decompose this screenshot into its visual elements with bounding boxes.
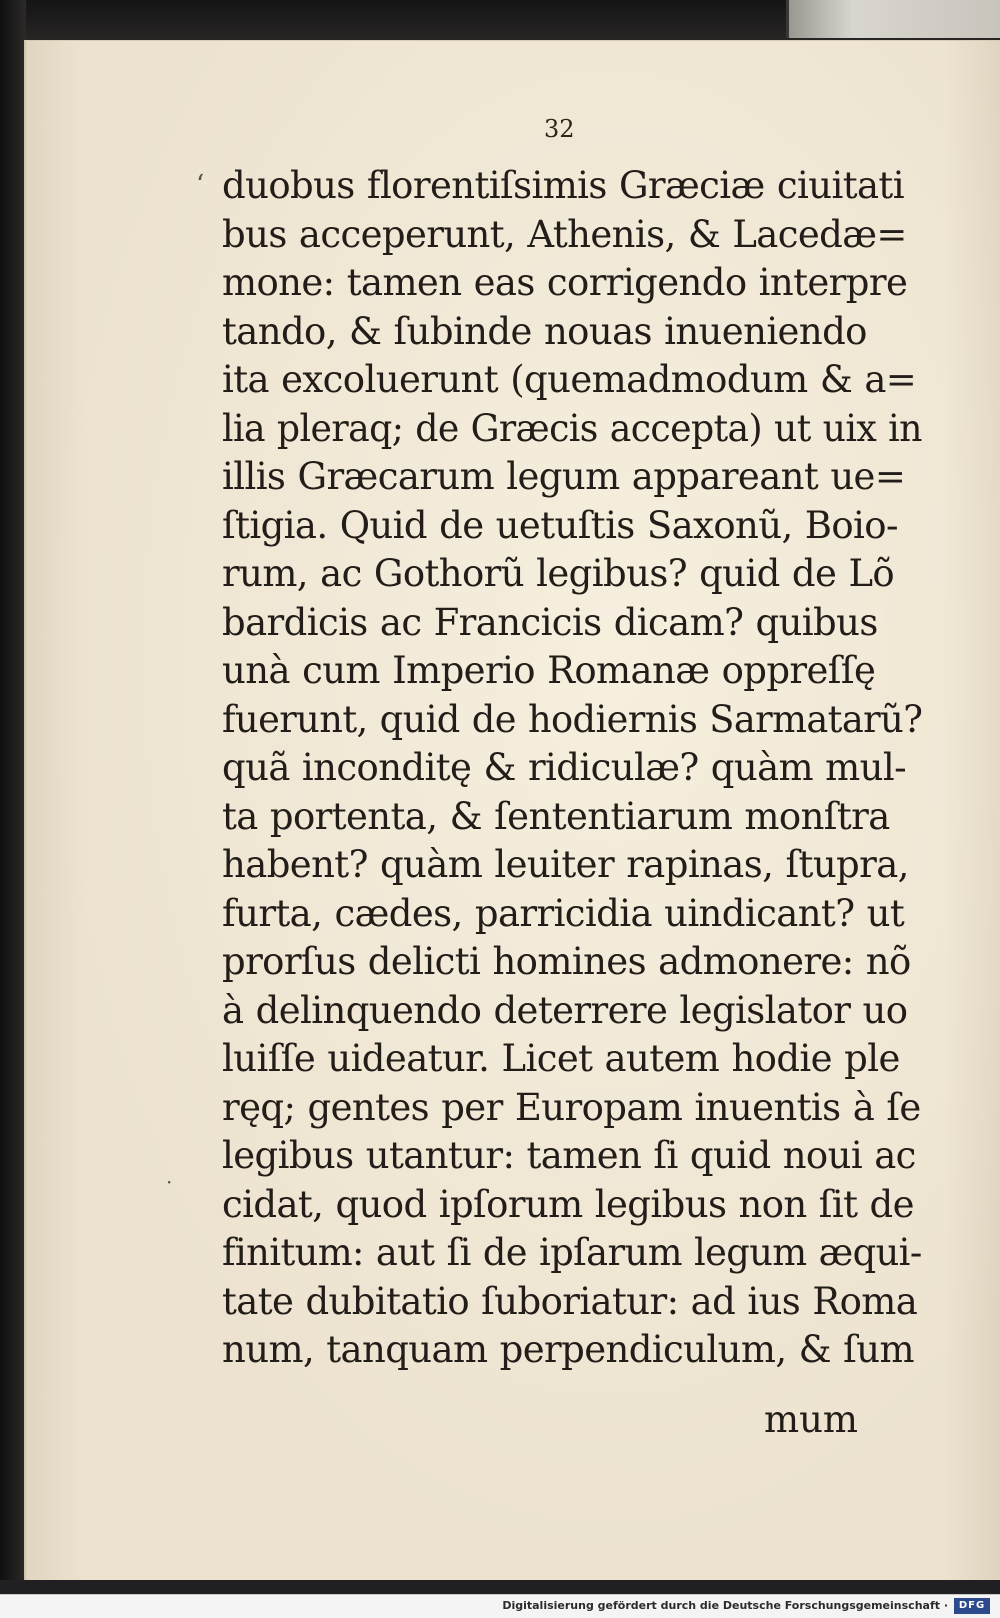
text-line: luiſſe uideatur. Licet autem hodie ple [222,1037,900,1080]
text-line: ręq; gentes per Europam inuentis à ſe [222,1085,921,1129]
text-line: tando, & ſubinde nouas inueniendo [222,309,867,353]
scan-bottom-edge [0,1580,1000,1594]
margin-mark: · [166,1170,173,1194]
scan-left-edge [0,0,26,1617]
page-text [222,162,922,1375]
catchword: mum [764,1398,858,1441]
text-line: legibus utantur: tamen ſi quid noui ac [222,1134,916,1177]
text-line: duobus florentiſsimis Græciæ ciuitati [222,164,904,207]
text-line: furta, cædes, parricidia uindicant? ut [222,891,905,935]
dfg-logo: DFG [954,1598,990,1614]
text-line: à delinquendo deterrere legislator uo [222,988,908,1032]
text-line: unà cum Imperio Romanæ oppreſſę [222,649,876,692]
text-line: cidat, quod ipſorum legibus non ſit de [222,1182,914,1226]
adjacent-page-edge [786,0,1000,38]
text-line: prorſus delicti homines admonere: nõ [222,940,911,983]
text-line: fuerunt, quid de hodiernis Sarmatarũ? [222,697,923,741]
text-line: bardicis ac Francicis dicam? quibus [222,600,878,644]
funding-credit: Digitalisierung gefördert durch die Deutsche Forschungsgemeinschaft · [502,1599,948,1612]
text-line: ita excoluerunt (quemadmodum & a= [222,358,917,401]
text-line: ſtigia. Quid de uetuſtis Saxonũ, Boio- [222,503,898,547]
text-line: quã inconditę & ridiculæ? quàm mul- [222,746,907,789]
text-line: finitum: aut ſi de ipſarum legum æqui- [222,1231,922,1274]
text-line: lia pleraq; de Græcis accepta) ut uix in [222,406,922,450]
text-line: illis Græcarum legum appareant ue= [222,455,906,498]
margin-mark: ‘ [196,170,205,200]
text-line: ta portenta, & ſententiarum monſtra [222,794,890,838]
text-line: tate dubitatio ſuboriatur: ad ius Roma [222,1279,918,1323]
text-line: bus acceperunt, Athenis, & Lacedæ= [222,212,907,256]
text-line: rum, ac Gothorũ legibus? quid de Lõ [222,552,895,595]
text-line: num, tanquam perpendiculum, & ſum [222,1328,914,1371]
digitization-footer [0,1594,1000,1618]
text-line: habent? quàm leuiter rapinas, ſtupra, [222,843,909,886]
text-line: mone: tamen eas corrigendo interpre [222,261,908,304]
page-number: 32 [544,115,575,143]
